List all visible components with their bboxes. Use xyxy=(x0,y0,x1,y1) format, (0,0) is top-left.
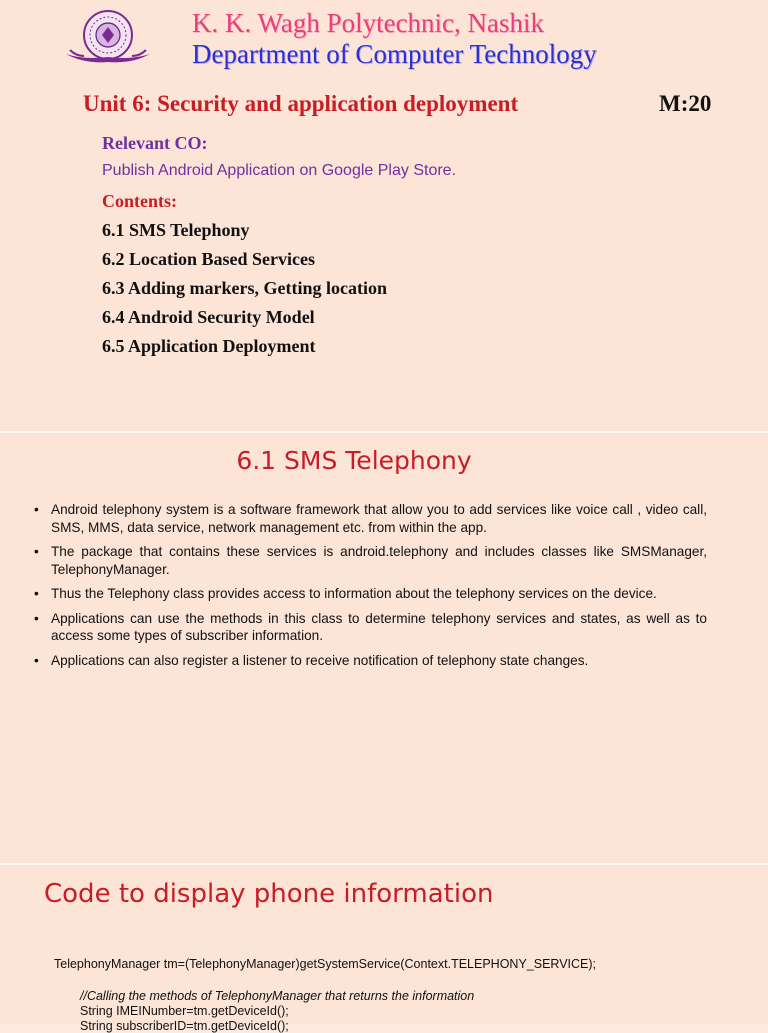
contents-item: 6.1 SMS Telephony xyxy=(102,220,250,240)
code-line: String IMEINumber=tm.getDeviceId(); xyxy=(80,1004,289,1018)
bullet-item: • Thus the Telephony class provides access to information about the telephony services on the device. xyxy=(34,585,707,603)
code-line: String subscriberID=tm.getDeviceId(); xyxy=(80,1019,289,1033)
college-logo-icon xyxy=(60,6,156,68)
bullet-item: • Applications can use the methods in this class to determine telephony services and states, as well as to access some types of subscriber information. xyxy=(34,610,707,645)
unit-marks: M:20 xyxy=(659,91,712,116)
institution-name: K. K. Wagh Polytechnic, Nashik xyxy=(192,8,545,38)
slide-code-phone-info xyxy=(0,865,768,1033)
slide-unit-overview xyxy=(0,0,768,431)
slide-sms-telephony xyxy=(0,433,768,863)
bullet-item: • Applications can also register a listener to receive notification of telephony state changes. xyxy=(34,652,707,670)
code-comment: //Calling the methods of TelephonyManager that returns the information xyxy=(80,989,475,1003)
unit-title: Unit 6: Security and application deployment xyxy=(83,91,519,116)
relevant-co-text: Publish Android Application on Google Play Store. xyxy=(102,162,457,179)
contents-item: 6.2 Location Based Services xyxy=(102,249,315,269)
bullet-item: • The package that contains these services is android.telephony and includes classes like SMSManager, TelephonyManager. xyxy=(34,543,707,578)
contents-item: 6.4 Android Security Model xyxy=(102,307,315,327)
department-name: Department of Computer Technology xyxy=(192,39,597,69)
bullet-list xyxy=(34,501,707,676)
relevant-co-label: Relevant CO: xyxy=(102,133,208,153)
slide-title: 6.1 SMS Telephony xyxy=(236,446,472,475)
slide-title: Code to display phone information xyxy=(44,879,494,909)
bullet-item: • Android telephony system is a software framework that allow you to add services like voice call , video call, SMS, MMS, data service, network management etc. from within the app. xyxy=(34,501,707,536)
contents-label: Contents: xyxy=(102,191,177,211)
code-line: TelephonyManager tm=(TelephonyManager)getSystemService(Context.TELEPHONY_SERVICE); xyxy=(54,957,597,971)
contents-list xyxy=(102,219,387,364)
contents-item: 6.3 Adding markers, Getting location xyxy=(102,278,388,298)
contents-item: 6.5 Application Deployment xyxy=(102,336,316,356)
